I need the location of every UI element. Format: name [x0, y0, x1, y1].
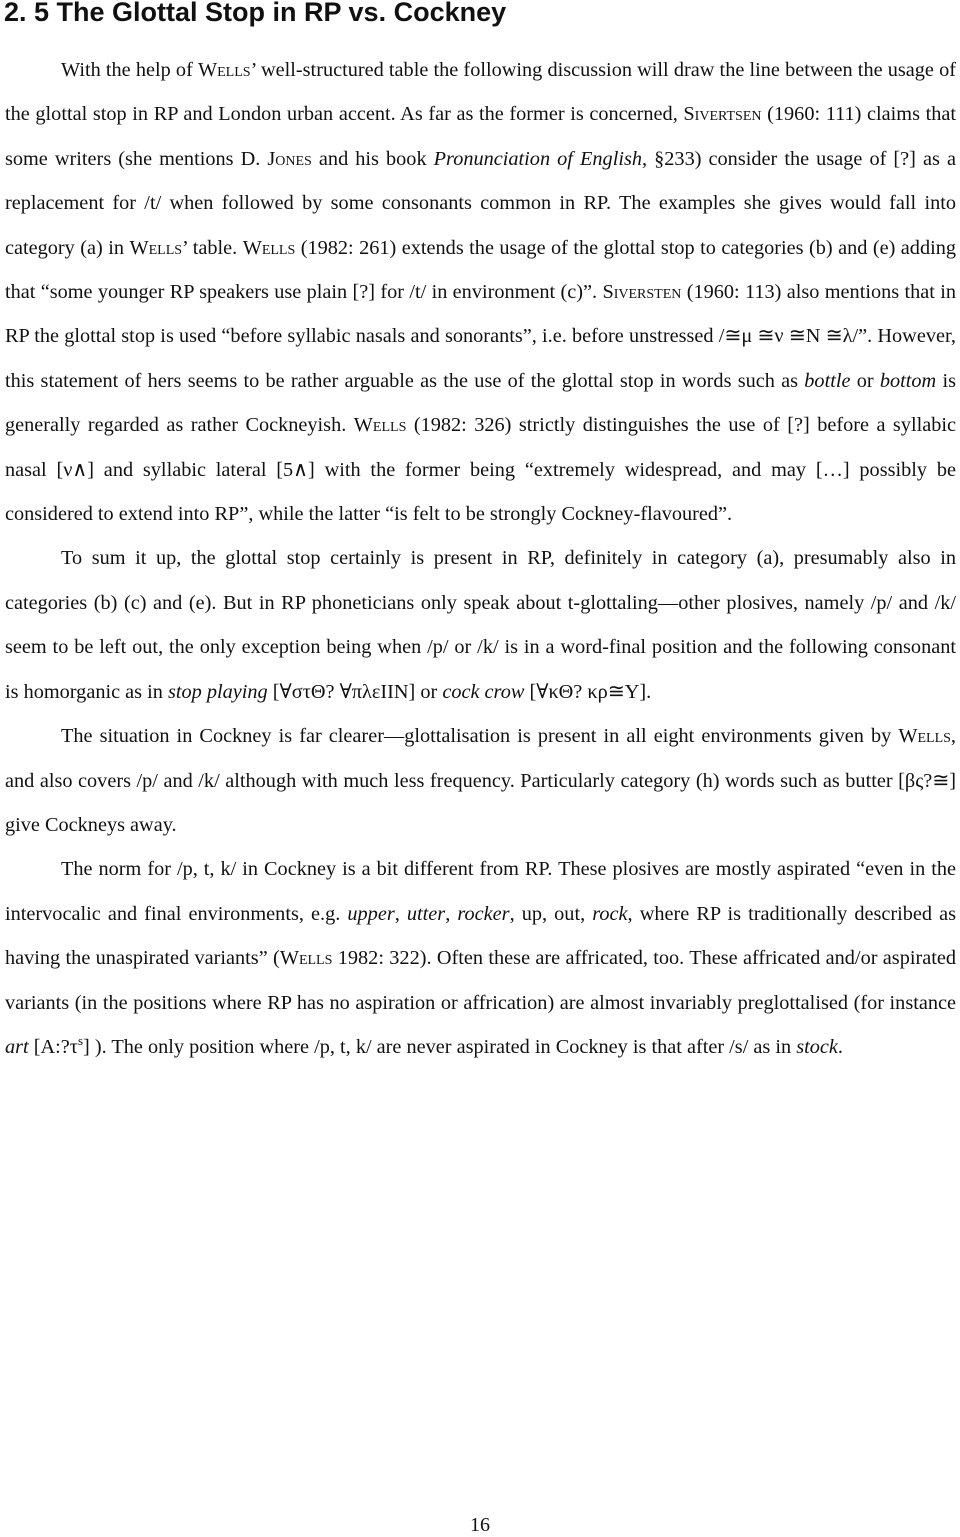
italic-term: cock crow	[442, 680, 525, 703]
body-text	[5, 48, 956, 1069]
text-run: , where RP is traditionally described as having the unaspirated variants” (	[5, 902, 957, 970]
author-name: Wells	[898, 725, 951, 748]
italic-term: Pronunciation of English	[433, 147, 642, 170]
text-run: [∀στΘ? ∀πλεΙΙΝ] or	[267, 680, 443, 703]
author-name: Jones	[267, 147, 312, 170]
text-run: ] ). The only position where /p, t, k/ are never aspirated in Cockney is that after /s/ as in	[83, 1035, 797, 1058]
text-run: ’ well-structured table the following discussion will draw the line between the usage of the glottal stop in RP and London urban accent. As far as the former is concerned,	[5, 59, 956, 126]
section-heading: 2. 5 The Glottal Stop in RP vs. Cockney	[4, 0, 507, 27]
paragraph-1	[5, 48, 956, 536]
italic-term: rock	[592, 902, 628, 925]
text-run: (1960: 113) also mentions that in RP the glottal stop is used “before syllabic nasals and sonorants”, i.e. before unstressed /≅μ ≅ν ≅N ≅λ/”. However, this statement of hers seems to be rather arguable as the use of the glottal stop in words such as	[5, 281, 956, 392]
italic-term: art	[5, 1035, 29, 1058]
text-run: , up, out,	[509, 902, 593, 925]
italic-term: upper	[347, 902, 395, 925]
text-run: , and also covers /p/ and /k/ although with much less frequency. Particularly category (h) words such as butter [βς?≅] give Cockneys away.	[5, 725, 956, 836]
text-run: The norm for /p, t, k/ in Cockney is a bit different from RP. These plosives are mostly aspirated “even in the intervocalic and final environments, e.g.	[5, 858, 956, 925]
italic-term: bottom	[879, 369, 937, 392]
text-run: The situation in Cockney is far clearer—glottalisation is present in all eight environments given by	[61, 725, 899, 748]
italic-term: stop playing	[167, 680, 268, 703]
author-name: Wells	[197, 59, 251, 81]
text-run: is generally regarded as rather Cockneyish.	[5, 369, 956, 437]
paragraph-3	[5, 714, 956, 847]
page-number: 16	[470, 1514, 490, 1536]
text-run: [A:?τ	[28, 1035, 78, 1058]
text-run: .	[837, 1035, 843, 1058]
text-run: ’ table.	[182, 236, 243, 259]
text-run: (1982: 326) strictly distinguishes the use of [?] before a syllabic nasal [ν∧] and syllabic lateral [5∧] with the former being “extremely widespread, and may […] possibly be considered to extend into RP”, while the latter “is felt to be strongly Cockney-flavoured”.	[5, 414, 957, 526]
author-name: Wells	[129, 236, 183, 259]
text-run: 1982: 322). Often these are affricated, too. These affricated and/or aspirated variants (in the positions where RP has no aspiration or affrication) are almost invariably preglottalised (for instance	[5, 947, 957, 1014]
text-run: and his book	[311, 147, 434, 170]
text-run: With the help of	[61, 59, 198, 81]
italic-term: stock	[796, 1035, 838, 1058]
text-run: ,	[445, 902, 458, 925]
paragraph-4	[5, 847, 956, 1069]
italic-term: rocker	[457, 902, 510, 925]
author-name: Wells	[353, 414, 407, 437]
text-run: (1982: 261) extends the usage of the glottal stop to categories (b) and (e) adding that “some younger RP speakers use plain [?] for /t/ in environment (c)”.	[5, 236, 956, 304]
text-run: or	[850, 369, 880, 392]
italic-term: utter	[406, 902, 446, 925]
author-name: Wells	[242, 236, 296, 259]
paragraph-2	[5, 536, 956, 714]
text-run: [∀κΘ? κρ≅Υ].	[524, 680, 652, 703]
text-run: ,	[394, 902, 407, 925]
text-run: To sum it up, the glottal stop certainly is present in RP, definitely in category (a), presumably also in categories (b) (c) and (e). But in RP phoneticians only speak about t-glottaling—other plosives, namely /p/ and /k/ seem to be left out, the only exception being when /p/ or /k/ is in a word-final position and the following consonant is homorganic as in	[5, 547, 956, 703]
text-run: (1960: 111) claims that some writers (she mentions D.	[5, 103, 957, 170]
author-name: Wells	[279, 947, 333, 970]
italic-term: bottle	[804, 369, 851, 392]
superscript: s	[77, 1033, 83, 1049]
author-name: Sivertsen	[683, 103, 762, 126]
text-run: , §233) consider the usage of [?] as a replacement for /t/ when followed by some consonants common in RP. The examples she gives would fall into category (a) in	[5, 147, 956, 259]
author-name: Siversten	[602, 281, 682, 304]
